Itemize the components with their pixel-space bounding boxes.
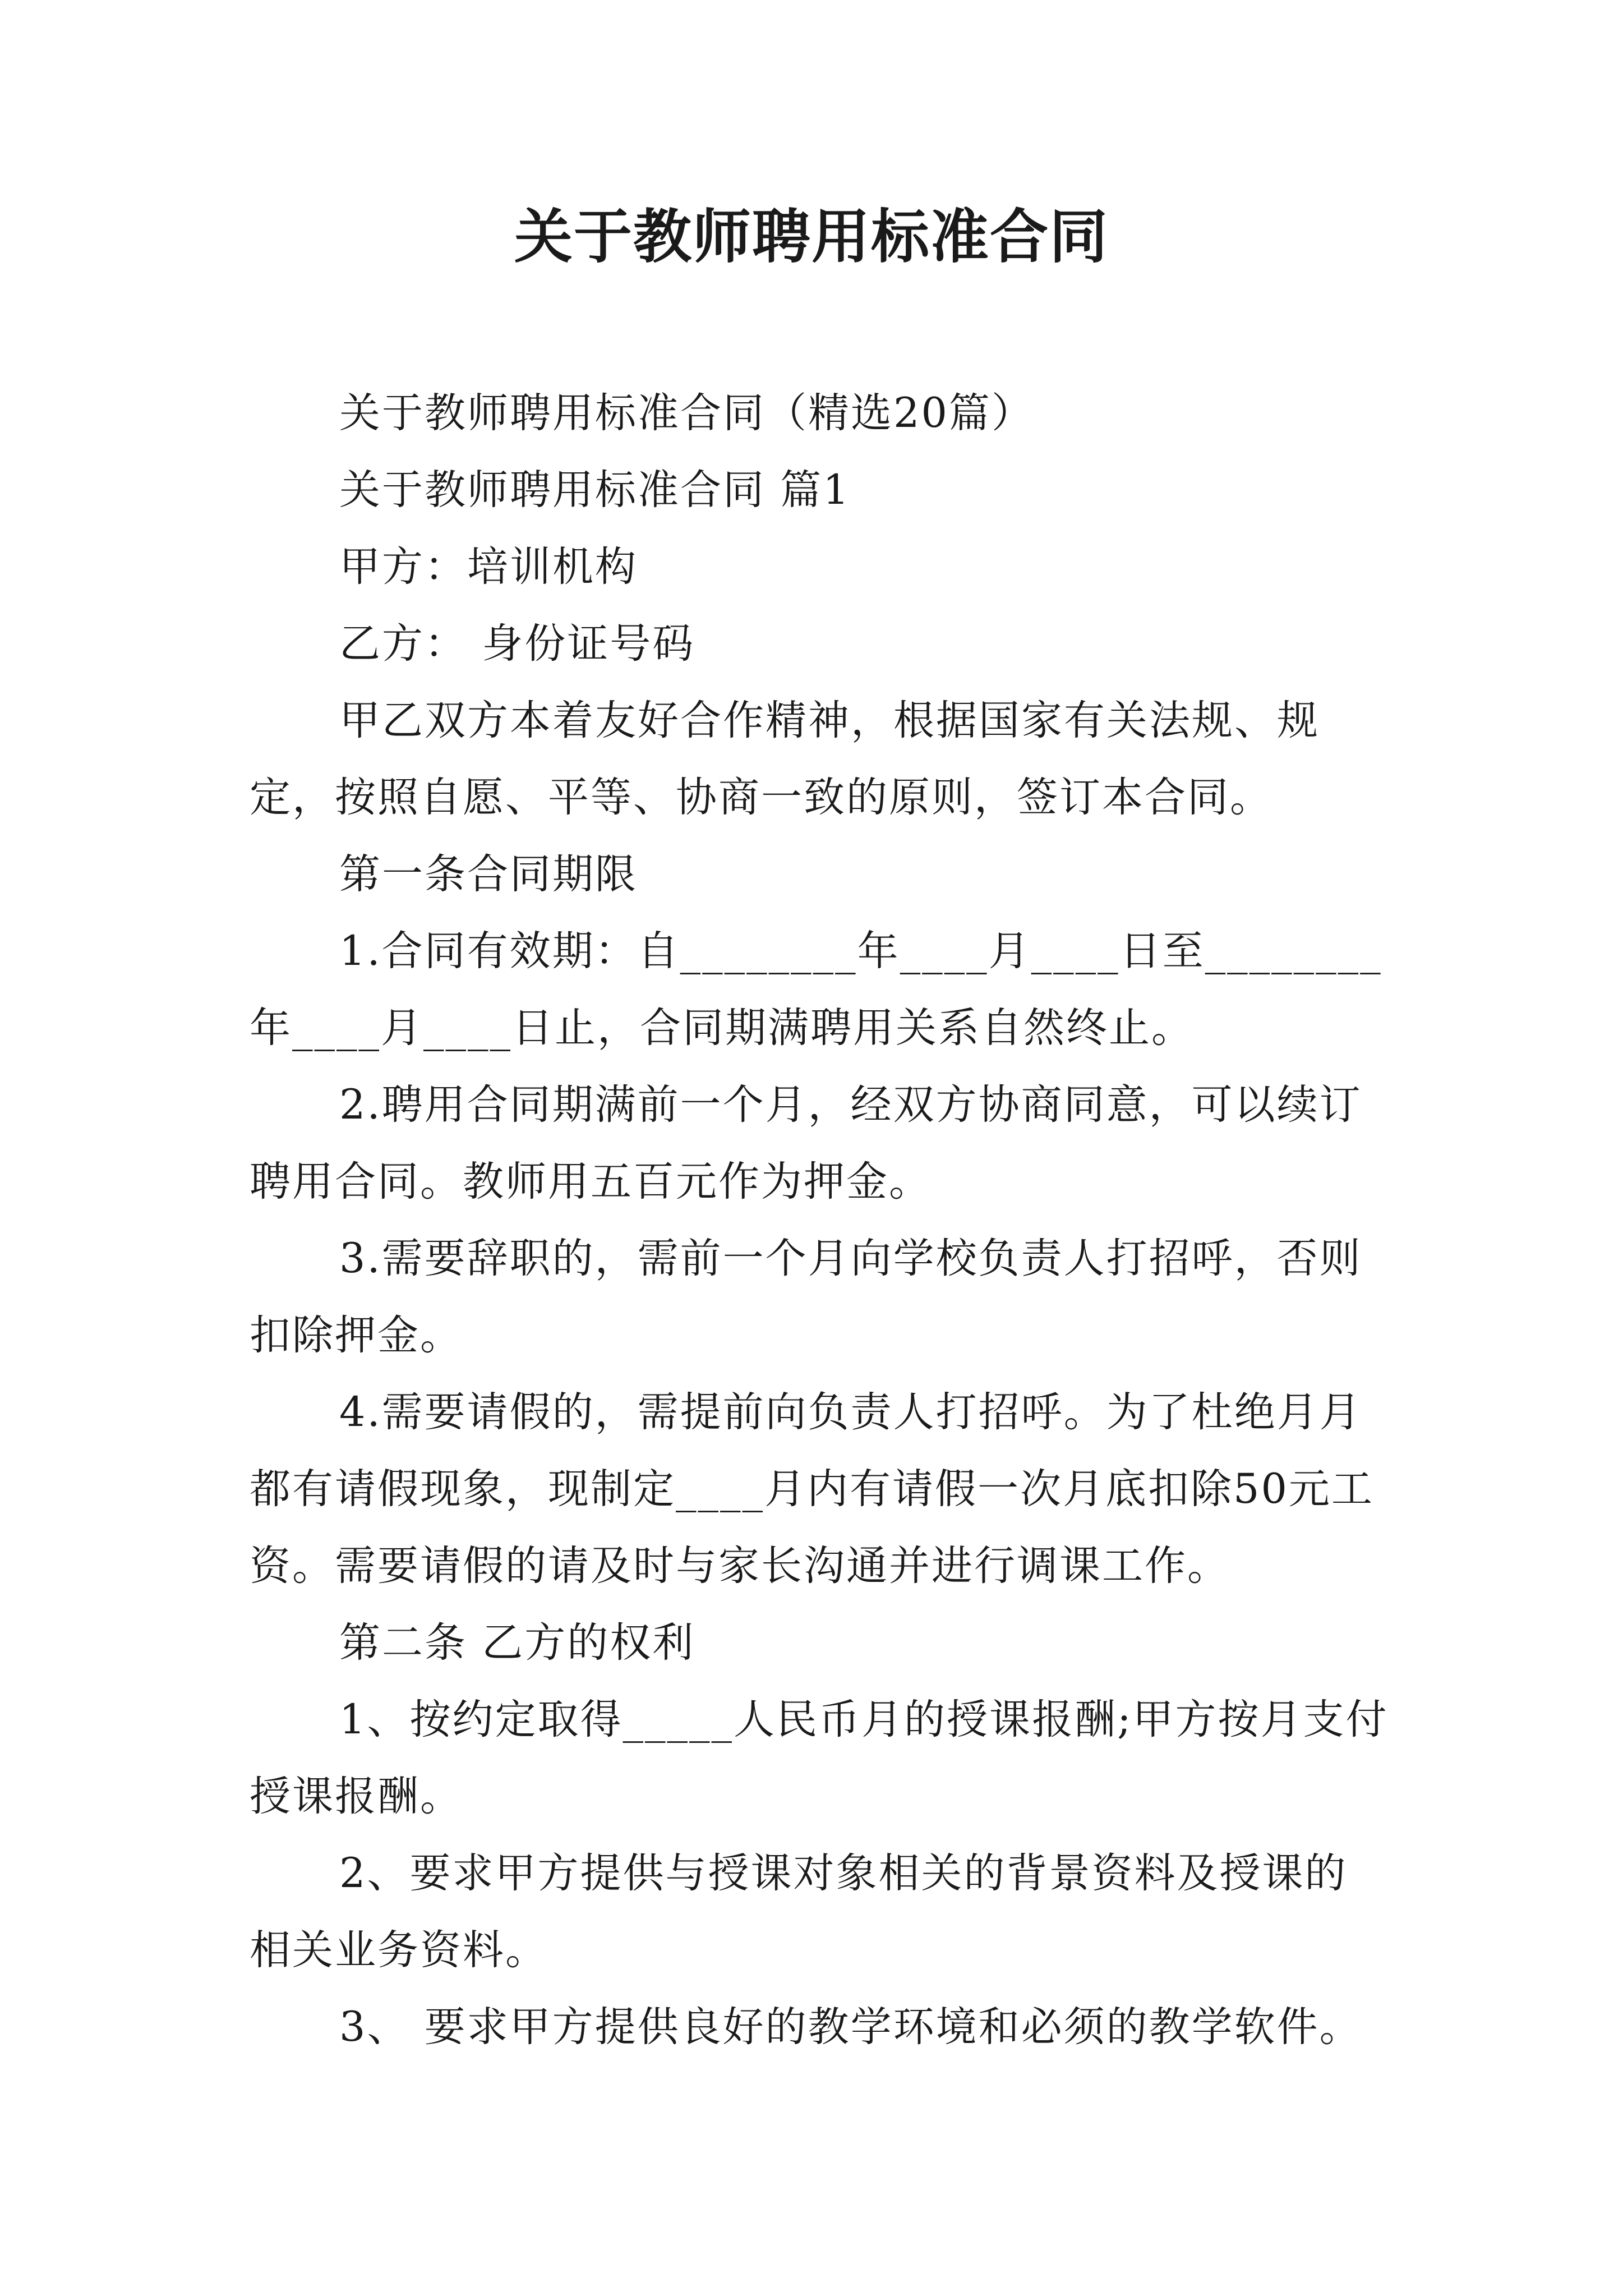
document-title: 关于教师聘用标准合同 [514,202,1109,271]
party-a-line: 甲方：培训机构 [339,543,638,591]
subtitle-paragraph: 关于教师聘用标准合同（精选20篇） [339,389,1034,437]
clause-paragraph: 3、 要求甲方提供良好的教学环境和必须的教学软件。 [339,2003,1362,2051]
clause-paragraph: 2、要求甲方提供与授课对象相关的背景资料及授课的相关业务资料。 [250,1849,1348,1974]
article-heading: 第一条合同期限 [339,850,638,898]
preamble-paragraph: 甲乙双方本着友好合作精神，根据国家有关法规、规定，按照自愿、平等、协商一致的原则，签订本合同。 [250,697,1320,821]
document-body [250,375,1389,2065]
clause-paragraph: 4.需要请假的，需提前向负责人打招呼。为了杜绝月月都有请假现象，现制定____月内有请假一次月底扣除50元工资。需要请假的请及时与家长沟通并进行调课工作。 [250,1388,1374,1590]
clause-paragraph: 3.需要辞职的，需前一个月向学校负责人打招呼，否则扣除押金。 [250,1235,1362,1359]
clause-paragraph: 1.合同有效期：自________年____月____日至________年____月____日止，合同期满聘用关系自然终止。 [250,927,1382,1052]
clause-paragraph: 2.聘用合同期满前一个月，经双方协商同意，可以续订聘用合同。教师用五百元作为押金。 [250,1081,1362,1205]
section-heading: 关于教师聘用标准合同 篇1 [339,466,851,514]
clause-paragraph: 1、按约定取得_____人民币月的授课报酬;甲方按月支付授课报酬。 [250,1696,1389,1820]
party-b-line: 乙方： 身份证号码 [339,620,695,668]
article-heading: 第二条 乙方的权利 [339,1619,695,1667]
